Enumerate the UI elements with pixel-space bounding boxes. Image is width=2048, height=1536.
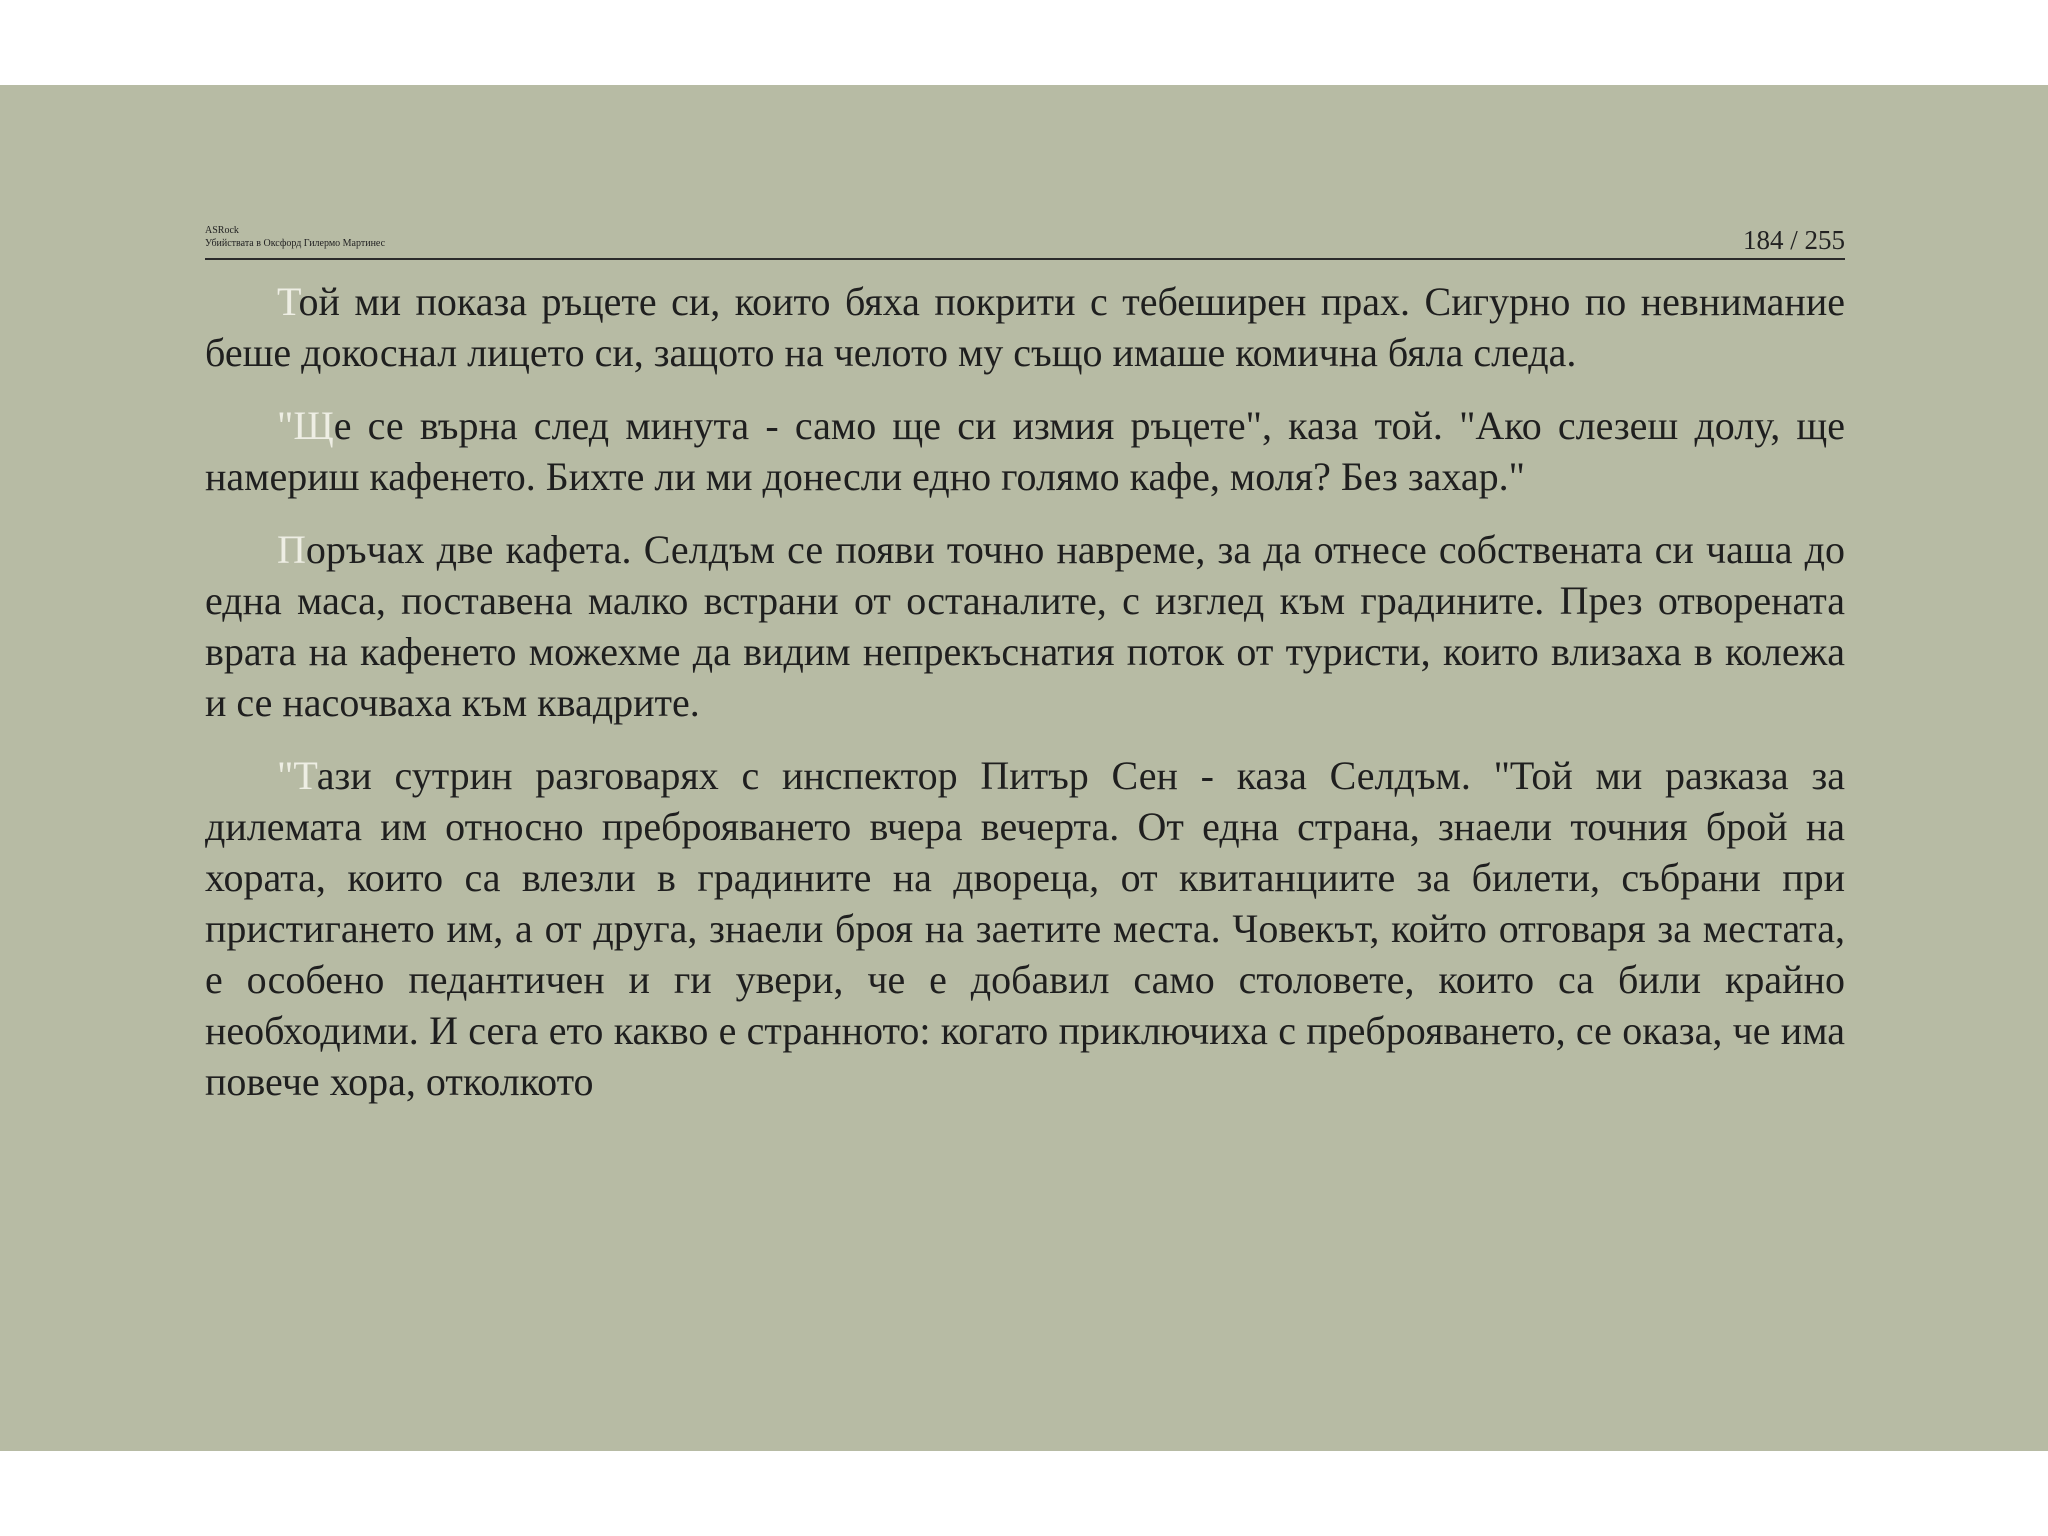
paragraph-lead-letter: П <box>277 527 306 572</box>
paragraph <box>205 750 1845 1107</box>
paragraph-lead-letter: "Щ <box>277 403 334 448</box>
paragraph <box>205 524 1845 728</box>
paragraph-text: е се върна след минута - само ще си измия ръцете", каза той. "Ако слезеш долу, ще намериш кафенето. Бихте ли ми донесли едно голямо кафе, моля? Без захар." <box>205 403 1845 499</box>
paragraph-text: ази сутрин разговарях с инспектор Питър Сен - каза Селдъм. "Той ми разказа за дилемата им относно преброяването вчера вечерта. От една страна, знаели точния брой на хората, които са влезли в градините на двореца, от квитанциите за билети, събрани при пристигането им, а от друга, знаели броя на заетите места. Човекът, който отговаря за местата, е особено педантичен и ги увери, че е добавил само столовете, които са били крайно необходими. И сега ето какво е странното: когато приключиха с преброяването, се оказа, че има повече хора, отколкото <box>205 753 1845 1104</box>
header-book-title: Убийствата в Оксфорд Гилермо Мартинес <box>205 238 386 249</box>
page-indicator: 184 / 255 <box>1742 225 1845 255</box>
reading-text <box>205 276 1845 1129</box>
page-header <box>205 225 1845 260</box>
paragraph <box>205 400 1845 502</box>
paragraph-text: ой ми показа ръцете си, които бяха покрити с тебеширен прах. Сигурно по невнимание беше докоснал лицето си, защото на челото му също имаше комична бяла следа. <box>205 279 1845 375</box>
paragraph-lead-letter: Т <box>277 279 299 324</box>
paragraph-text: оръчах две кафета. Селдъм се появи точно навреме, за да отнесе собствената си чаша до една маса, поставена малко встрани от останалите, с изглед към градините. През отворената врата на кафенето можехме да видим непрекъснатия поток от туристи, които влизаха в колежа и се насочваха към квадрите. <box>205 527 1845 725</box>
header-author: ASRock <box>205 225 239 236</box>
paragraph-lead-letter: "Т <box>277 753 317 798</box>
paragraph <box>205 276 1845 378</box>
